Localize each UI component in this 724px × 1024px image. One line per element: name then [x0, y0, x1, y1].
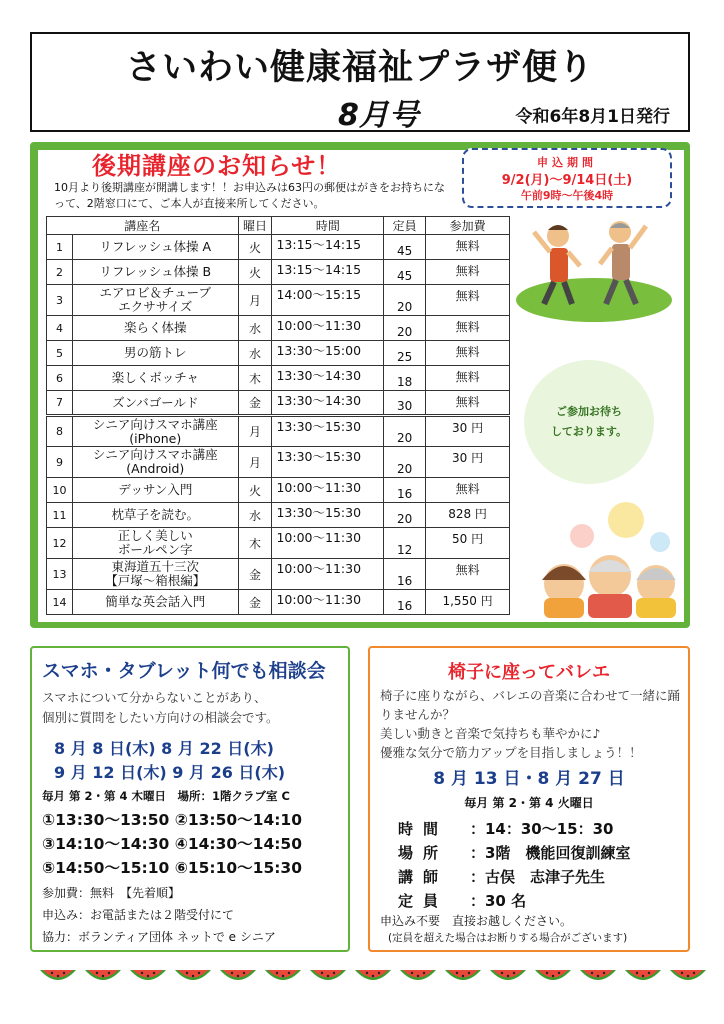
watermelon-slice-icon — [623, 968, 663, 986]
watermelon-slice-icon — [83, 968, 123, 986]
row-number: 9 — [47, 447, 73, 478]
col-header-time: 時間 — [272, 217, 384, 235]
lecture-time: 13:30～15:30 — [272, 447, 384, 478]
lecture-time: 10:00～11:30 — [272, 590, 384, 615]
lecture-capacity: 16 — [384, 478, 426, 503]
lecture-name: リフレッシュ体操 A — [72, 235, 238, 260]
lecture-fee: 無料 — [426, 285, 510, 316]
watermelon-slice-icon — [173, 968, 213, 986]
row-number: 7 — [47, 391, 73, 416]
ballet-time-label: 時間 — [398, 820, 449, 838]
lecture-capacity: 16 — [384, 559, 426, 590]
lecture-day: 火 — [238, 260, 272, 285]
ballet-dates: 8 月 13 日・8 月 27 日 — [433, 769, 625, 789]
period-title: 申込期間 — [537, 156, 597, 169]
watermelon-slice-icon — [398, 968, 438, 986]
consultation-box — [30, 646, 350, 952]
lecture-capacity: 18 — [384, 366, 426, 391]
lecture-day: 月 — [238, 285, 272, 316]
table-row — [47, 341, 510, 366]
col-header-fee: 参加費 — [426, 217, 510, 235]
lecture-name: エアロビ＆チューブ エクササイズ — [72, 285, 238, 316]
watermelon-slice-icon — [488, 968, 528, 986]
watermelon-slice-icon — [443, 968, 483, 986]
watermelon-slice-icon — [353, 968, 393, 986]
consultation-title: スマホ・タブレット何でも相談会 — [42, 660, 326, 682]
lecture-time: 13:30～15:30 — [272, 503, 384, 528]
row-number: 2 — [47, 260, 73, 285]
consultation-intro: スマホについて分からないことがあり、 個別に質問をしたい方向けの相談会です。 — [42, 690, 279, 725]
lecture-time: 13:15～14:15 — [272, 260, 384, 285]
lecture-capacity: 20 — [384, 416, 426, 447]
lecture-time: 14:00～15:15 — [272, 285, 384, 316]
consultation-dates-september: 9 月 12 日(木) 9 月 26 日(木) — [54, 763, 286, 782]
ballet-note: 申込み不要 直接お越しください。 — [380, 914, 573, 928]
row-number: 10 — [47, 478, 73, 503]
ballet-schedule: 毎月 第 2・第 4 火曜日 — [464, 796, 594, 810]
waiting-message: ご参加お待ち しております。 — [550, 405, 628, 438]
lecture-name: ズンバゴールド — [72, 391, 238, 416]
consultation-host: 協力：ボランティア団体 ネットで e シニア — [42, 930, 276, 944]
lecture-capacity: 25 — [384, 341, 426, 366]
consultation-dates-august: 8 月 8 日(木) 8 月 22 日(木) — [54, 739, 274, 758]
lecture-intro: 10月より後期講座が開講します！！お申込みは63円の郵便はがきをお持ちになって、2階窓口にて、ご本人が直接来所してください。 — [54, 181, 445, 210]
row-number: 13 — [47, 559, 73, 590]
lecture-day: 金 — [238, 391, 272, 416]
lecture-name: 正しく美しい ボールペン字 — [72, 528, 238, 559]
lecture-fee: 無料 — [426, 391, 510, 416]
watermelon-slice-icon — [38, 968, 78, 986]
lecture-name: デッサン入門 — [72, 478, 238, 503]
watermelon-slice-icon — [533, 968, 573, 986]
table-row — [47, 391, 510, 416]
ballet-teacher-row — [398, 866, 605, 887]
lecture-capacity: 45 — [384, 235, 426, 260]
lecture-fee: 30 円 — [426, 447, 510, 478]
ballet-place-label: 場所 — [398, 844, 449, 862]
ballet-title: 椅子に座ってバレエ — [448, 662, 610, 683]
lecture-day: 木 — [238, 528, 272, 559]
lecture-day: 火 — [238, 235, 272, 260]
ballet-place-value: ：3階 機能回復訓練室 — [470, 844, 631, 862]
lecture-title: 後期講座のお知らせ！ — [92, 152, 342, 180]
ballet-time-row — [398, 818, 614, 839]
seniors-illustration — [530, 498, 680, 620]
lecture-day: 水 — [238, 316, 272, 341]
table-row — [47, 478, 510, 503]
time-slots-5-6: ⑤14:50～15:10 ⑥15:10～15:30 — [42, 859, 302, 877]
col-header-capacity: 定員 — [384, 217, 426, 235]
lecture-capacity: 12 — [384, 528, 426, 559]
lecture-fee: 無料 — [426, 341, 510, 366]
lecture-capacity: 20 — [384, 285, 426, 316]
table-row — [47, 235, 510, 260]
lecture-fee: 50 円 — [426, 528, 510, 559]
table-row — [47, 528, 510, 559]
table-row — [47, 316, 510, 341]
newsletter-title: さいわい健康福祉プラザ便り — [125, 48, 594, 88]
lecture-fee: 828 円 — [426, 503, 510, 528]
lecture-day: 水 — [238, 341, 272, 366]
time-slots-3-4: ③14:10～14:30 ④14:30～14:50 — [42, 835, 302, 853]
table-row — [47, 416, 510, 447]
lecture-capacity: 30 — [384, 391, 426, 416]
ballet-teacher-label: 講師 — [398, 868, 449, 886]
watermelon-slice-icon — [668, 968, 708, 986]
lecture-name: 東海道五十三次 【戸塚～箱根編】 — [72, 559, 238, 590]
ballet-capacity-label: 定員 — [398, 892, 449, 910]
row-number: 14 — [47, 590, 73, 615]
lecture-time: 13:15～14:15 — [272, 235, 384, 260]
lecture-fee: 1,550 円 — [426, 590, 510, 615]
row-number: 1 — [47, 235, 73, 260]
lecture-day: 火 — [238, 478, 272, 503]
ballet-capacity-row — [398, 890, 526, 911]
lecture-time: 13:30～15:00 — [272, 341, 384, 366]
table-row — [47, 366, 510, 391]
ballet-teacher-value: ：古俣 志津子先生 — [470, 868, 606, 886]
col-header-name: 講座名 — [47, 217, 239, 235]
watermelon-slice-icon — [128, 968, 168, 986]
ballet-time-value: ：14：30～15：30 — [470, 820, 614, 838]
lecture-capacity: 45 — [384, 260, 426, 285]
watermelon-slice-icon — [263, 968, 303, 986]
ballet-place-row — [398, 842, 630, 863]
lecture-day: 月 — [238, 447, 272, 478]
lecture-name: 楽しくボッチャ — [72, 366, 238, 391]
period-dates: 9/2(月)～9/14日(土) — [501, 173, 633, 188]
lecture-day: 木 — [238, 366, 272, 391]
row-number: 12 — [47, 528, 73, 559]
lecture-day: 月 — [238, 416, 272, 447]
table-row — [47, 559, 510, 590]
ballet-box — [368, 646, 690, 952]
lecture-time: 13:30～14:30 — [272, 366, 384, 391]
lecture-name: 男の筋トレ — [72, 341, 238, 366]
lecture-name: 簡単な英会話入門 — [72, 590, 238, 615]
row-number: 5 — [47, 341, 73, 366]
table-row — [47, 447, 510, 478]
row-number: 6 — [47, 366, 73, 391]
issue-label: 8月号 — [338, 98, 419, 133]
row-number: 8 — [47, 416, 73, 447]
lecture-table — [46, 216, 510, 615]
lecture-day: 水 — [238, 503, 272, 528]
lecture-time: 10:00～11:30 — [272, 316, 384, 341]
lecture-fee: 無料 — [426, 366, 510, 391]
lecture-time: 10:00～11:30 — [272, 559, 384, 590]
consultation-schedule: 毎月 第 2・第 4 木曜日 場所：1階クラブ室 C — [42, 789, 290, 803]
lecture-day: 金 — [238, 559, 272, 590]
lecture-name: 枕草子を読む。 — [72, 503, 238, 528]
col-header-day: 曜日 — [238, 217, 272, 235]
table-row — [47, 590, 510, 615]
lecture-capacity: 20 — [384, 503, 426, 528]
consultation-fee: 参加費：無料 【先着順】 — [42, 886, 181, 900]
watermelon-slice-icon — [308, 968, 348, 986]
lecture-fee: 無料 — [426, 235, 510, 260]
table-row — [47, 285, 510, 316]
ballet-capacity-note: (定員を超えた場合はお断りする場合がございます) — [388, 932, 628, 944]
consultation-apply: 申込み：お電話または２階受付にて — [42, 908, 235, 922]
lecture-day: 金 — [238, 590, 272, 615]
table-header-row — [47, 217, 510, 235]
ballet-description: 椅子に座りながら、バレエの音楽に合わせて一緒に踊りませんか？ 美しい動きと音楽で気持ちも華やかに♪ 優雅な気分で筋力アップを目指しましょう！！ — [380, 688, 681, 760]
lecture-name: 楽らく体操 — [72, 316, 238, 341]
lecture-fee: 無料 — [426, 559, 510, 590]
lecture-fee: 無料 — [426, 478, 510, 503]
lecture-fee: 30 円 — [426, 416, 510, 447]
lecture-time: 10:00～11:30 — [272, 478, 384, 503]
lecture-time: 13:30～14:30 — [272, 391, 384, 416]
table-row — [47, 260, 510, 285]
table-row — [47, 503, 510, 528]
watermelon-slice-icon — [578, 968, 618, 986]
waiting-message-circle — [524, 360, 654, 484]
lecture-capacity: 20 — [384, 316, 426, 341]
row-number: 4 — [47, 316, 73, 341]
time-slots-1-2: ①13:30～13:50 ②13:50～14:10 — [42, 811, 302, 829]
publish-date: 令和6年8月1日発行 — [515, 107, 670, 127]
row-number: 11 — [47, 503, 73, 528]
lecture-capacity: 16 — [384, 590, 426, 615]
lecture-time: 13:30～15:30 — [272, 416, 384, 447]
lecture-name: リフレッシュ体操 B — [72, 260, 238, 285]
watermelon-slice-icon — [218, 968, 258, 986]
period-time: 午前9時～午後4時 — [520, 189, 614, 202]
lecture-name: シニア向けスマホ講座 (iPhone) — [72, 416, 238, 447]
lecture-fee: 無料 — [426, 316, 510, 341]
exercise-illustration — [514, 218, 678, 322]
lecture-fee: 無料 — [426, 260, 510, 285]
application-period-box — [462, 148, 672, 208]
lecture-capacity: 20 — [384, 447, 426, 478]
header-box — [30, 32, 690, 132]
lecture-time: 10:00～11:30 — [272, 528, 384, 559]
row-number: 3 — [47, 285, 73, 316]
ballet-capacity-value: ：30 名 — [470, 892, 527, 910]
lecture-name: シニア向けスマホ講座 (Android) — [72, 447, 238, 478]
